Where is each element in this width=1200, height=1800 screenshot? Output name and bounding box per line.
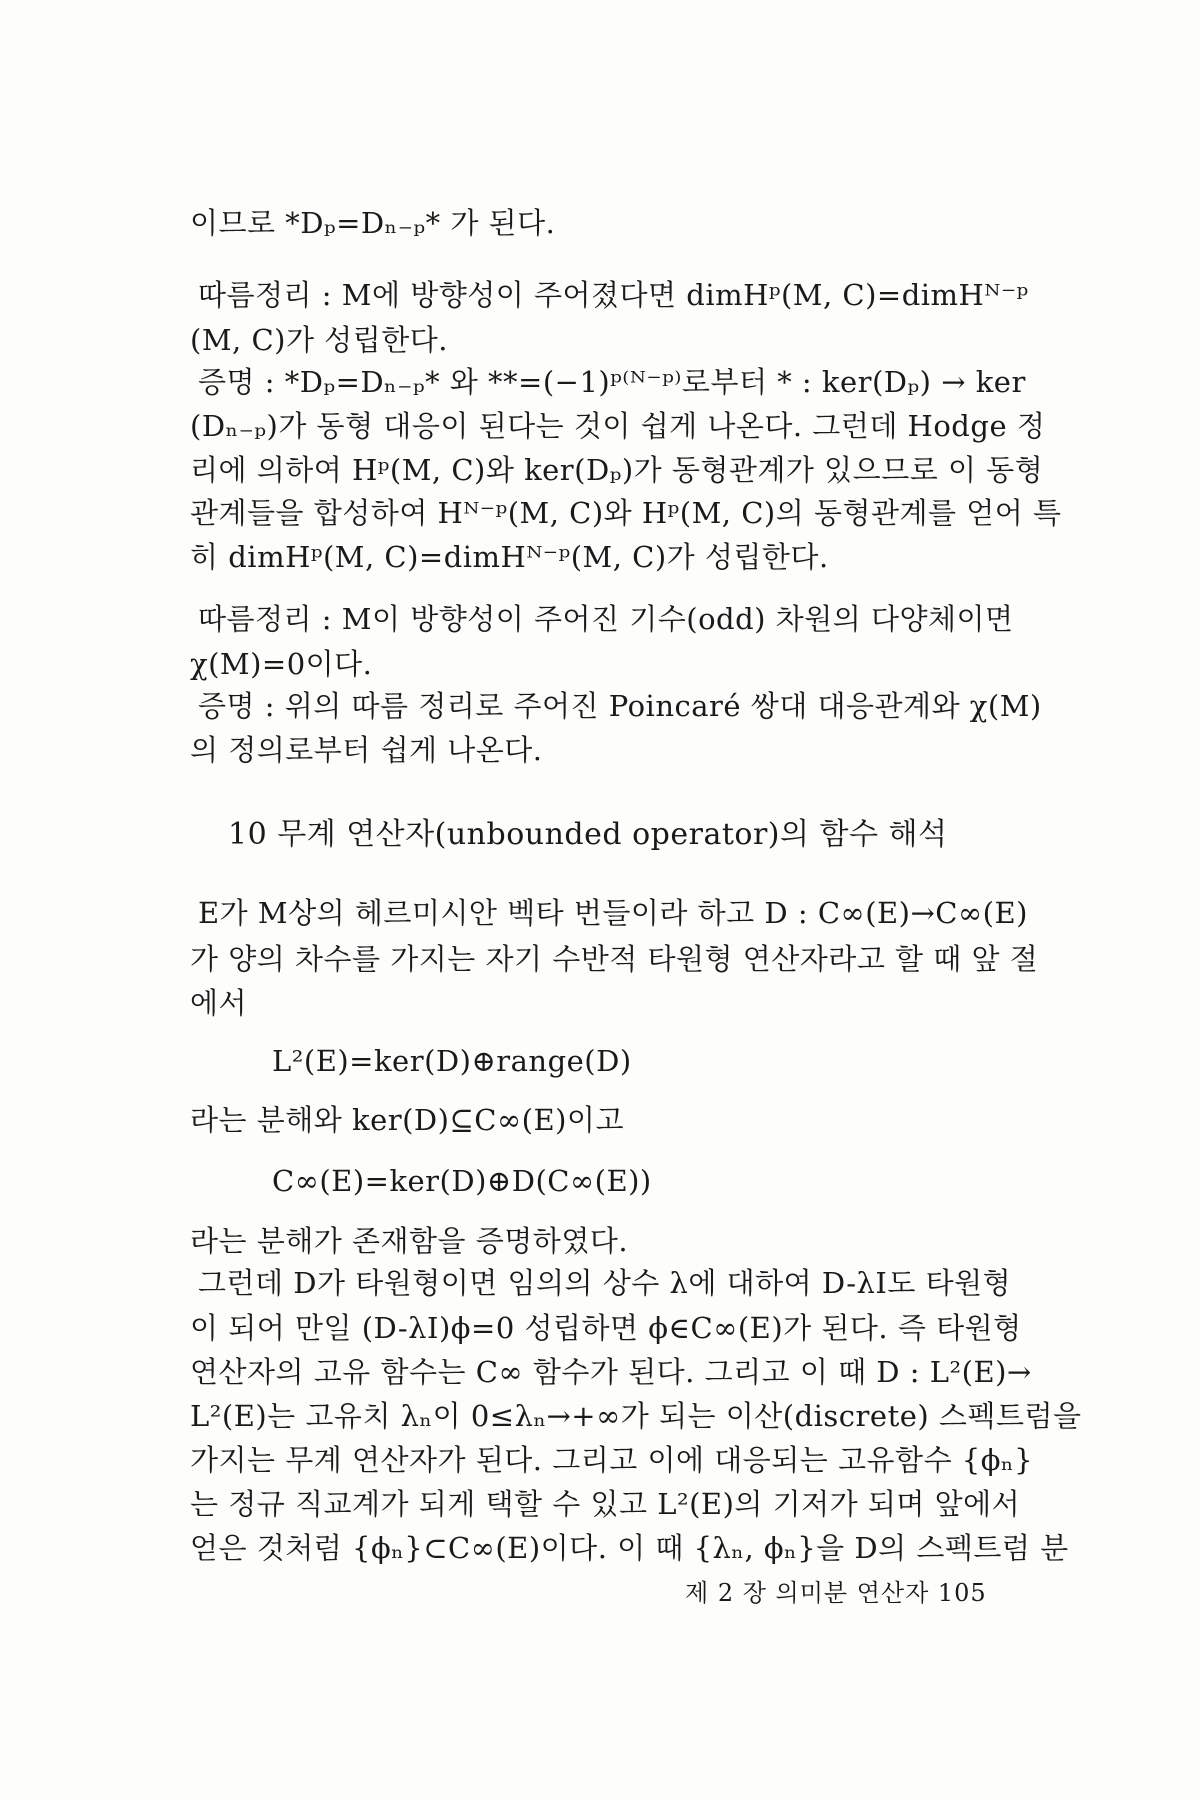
text-line: 리에 의하여 Hᵖ(M, C)와 ker(Dₚ)가 동형관계가 있으므로 이 동형 xyxy=(190,453,1044,487)
text-line: 히 dimHᵖ(M, C)=dimHᴺ⁻ᵖ(M, C)가 성립한다. xyxy=(190,540,829,574)
text-line: 이므로 *Dₚ=Dₙ₋ₚ* 가 된다. xyxy=(190,206,556,240)
text-line: E가 M상의 헤르미시안 벡타 번들이라 하고 D : C∞(E)→C∞(E) xyxy=(198,896,1028,930)
display-equation: L²(E)=ker(D)⊕range(D) xyxy=(272,1044,632,1078)
section-heading: 10 무계 연산자(unbounded operator)의 함수 해석 xyxy=(228,817,948,852)
page-footer: 제 2 장 의미분 연산자 105 xyxy=(685,1579,987,1607)
text-line: L²(E)는 고유치 λₙ이 0≤λₙ→+∞가 되는 이산(discrete) 스펙트럼을 xyxy=(190,1399,1082,1433)
text-line: 관계들을 합성하여 Hᴺ⁻ᵖ(M, C)와 Hᵖ(M, C)의 동형관계를 얻어 특 xyxy=(190,496,1062,530)
text-line: 의 정의로부터 쉽게 나온다. xyxy=(190,733,543,767)
corollary-statement: 따름정리 : M이 방향성이 주어진 기수(odd) 차원의 다양체이면 xyxy=(198,602,1014,636)
text-line: 라는 분해와 ker(D)⊆C∞(E)이고 xyxy=(190,1103,624,1137)
text-line: 에서 xyxy=(190,986,248,1020)
text-line: 연산자의 고유 함수는 C∞ 함수가 된다. 그리고 이 때 D : L²(E)→ xyxy=(190,1355,1032,1389)
text-line: 는 정규 직교계가 되게 택할 수 있고 L²(E)의 기저가 되며 앞에서 xyxy=(190,1487,1021,1521)
text-line: 라는 분해가 존재함을 증명하였다. xyxy=(190,1224,629,1258)
corollary-statement: 따름정리 : M에 방향성이 주어졌다면 dimHᵖ(M, C)=dimHᴺ⁻ᵖ xyxy=(198,278,1029,312)
text-line: 그런데 D가 타원형이면 임의의 상수 λ에 대하여 D-λI도 타원형 xyxy=(198,1266,1012,1300)
text-line: χ(M)=0이다. xyxy=(190,647,373,681)
text-line: 가지는 무계 연산자가 된다. 그리고 이에 대응되는 고유함수 {ϕₙ} xyxy=(190,1443,1034,1477)
proof-line: 증명 : *Dₚ=Dₙ₋ₚ* 와 **=(−1)ᵖ⁽ᴺ⁻ᵖ⁾로부터 * : ker(Dₚ) → ker xyxy=(198,365,1026,399)
text-line: (M, C)가 성립한다. xyxy=(190,323,448,357)
text-line: 이 되어 만일 (D-λI)ϕ=0 성립하면 ϕ∈C∞(E)가 된다. 즉 타원형 xyxy=(190,1311,1022,1345)
text-line: 얻은 것처럼 {ϕₙ}⊂C∞(E)이다. 이 때 {λₙ, ϕₙ}을 D의 스펙트럼 분 xyxy=(190,1531,1069,1565)
text-line: 가 양의 차수를 가지는 자기 수반적 타원형 연산자라고 할 때 앞 절 xyxy=(190,942,1039,976)
display-equation: C∞(E)=ker(D)⊕D(C∞(E)) xyxy=(272,1164,652,1198)
proof-line: 증명 : 위의 따름 정리로 주어진 Poincaré 쌍대 대응관계와 χ(M) xyxy=(198,689,1042,723)
text-line: (Dₙ₋ₚ)가 동형 대응이 된다는 것이 쉽게 나온다. 그런데 Hodge 정 xyxy=(190,409,1046,443)
